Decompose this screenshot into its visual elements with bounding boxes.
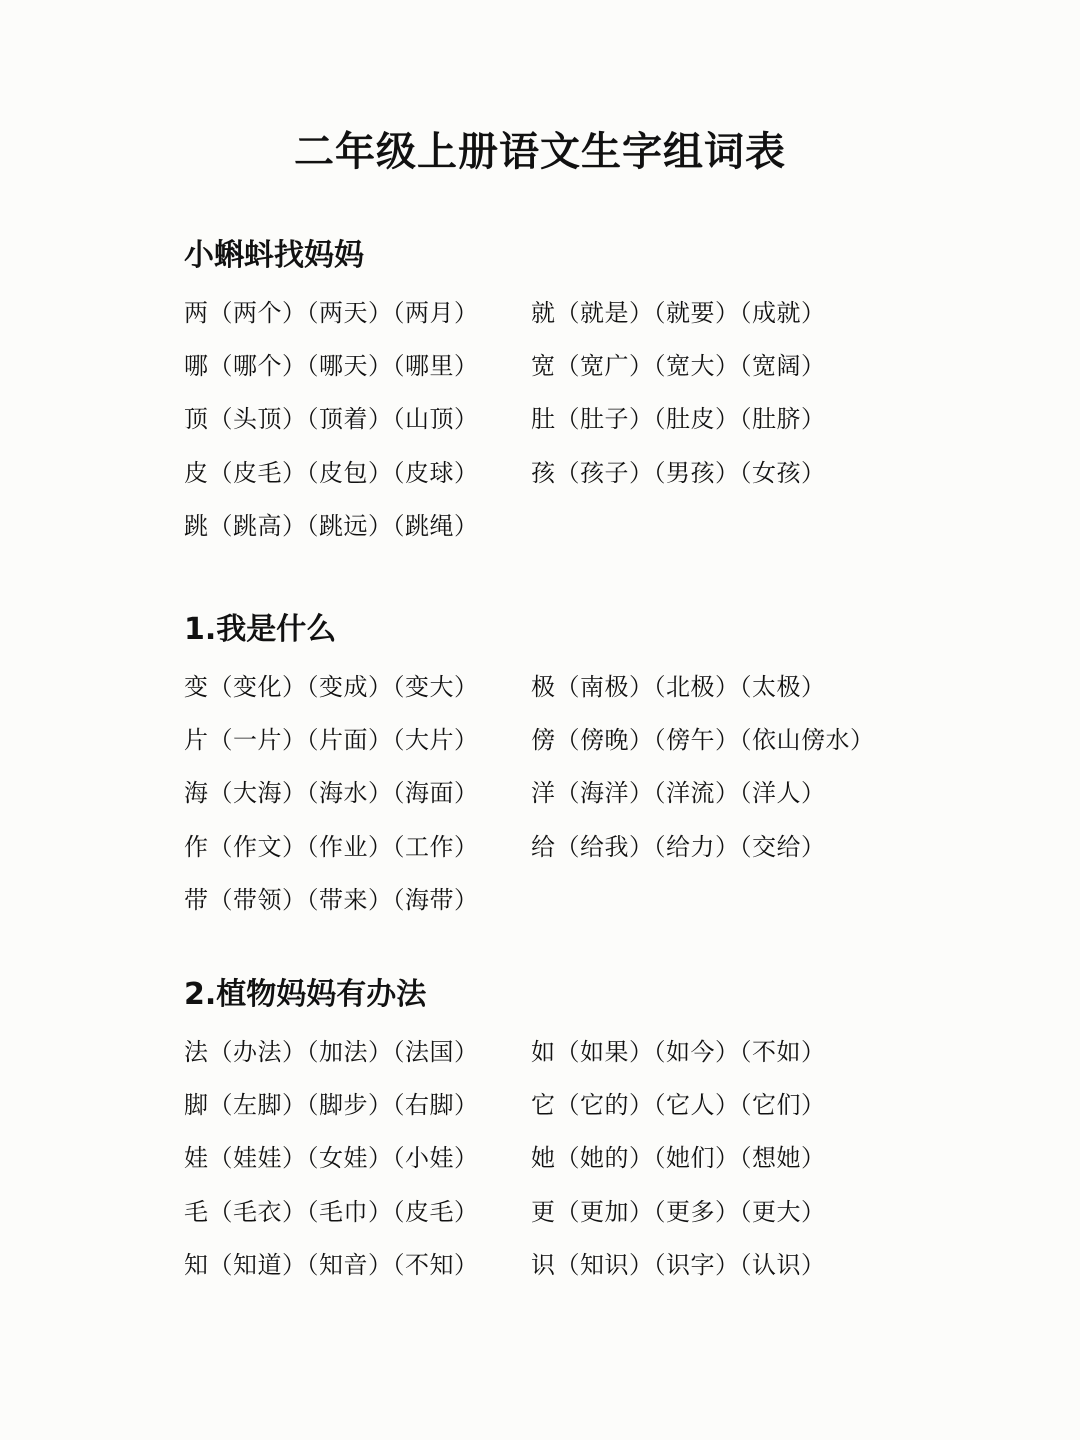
section-heading: 1.我是什么	[184, 612, 337, 647]
word-entry: 宽（宽广）（宽大）（宽阔）	[531, 352, 826, 381]
word-entry: 孩（孩子）（男孩）（女孩）	[531, 458, 826, 487]
word-entry: 娃（娃娃）（女娃）（小娃）	[184, 1144, 479, 1173]
page-title: 二年级上册语文生字组词表	[294, 129, 786, 175]
word-entry: 带（带领）（带来）（海带）	[184, 886, 479, 915]
word-entry: 作（作文）（作业）（工作）	[184, 832, 479, 861]
word-entry: 肚（肚子）（肚皮）（肚脐）	[531, 405, 826, 434]
word-entry: 更（更加）（更多）（更大）	[531, 1197, 826, 1226]
section-heading: 小蝌蚪找妈妈	[184, 238, 364, 273]
word-entry: 极（南极）（北极）（太极）	[531, 672, 826, 701]
word-entry: 脚（左脚）（脚步）（右脚）	[184, 1091, 479, 1120]
word-entry: 变（变化）（变成）（变大）	[184, 672, 479, 701]
word-entry: 哪（哪个）（哪天）（哪里）	[184, 352, 479, 381]
word-entry: 法（办法）（加法）（法国）	[184, 1037, 479, 1066]
word-entry: 顶（头顶）（顶着）（山顶）	[184, 405, 479, 434]
word-entry: 毛（毛衣）（毛巾）（皮毛）	[184, 1197, 479, 1226]
word-entry: 跳（跳高）（跳远）（跳绳）	[184, 512, 479, 541]
section-heading: 2.植物妈妈有办法	[184, 977, 427, 1012]
word-entry: 片（一片）（片面）（大片）	[184, 726, 479, 755]
word-entry: 她（她的）（她们）（想她）	[531, 1144, 826, 1173]
word-grid	[184, 1025, 944, 1292]
word-entry: 如（如果）（如今）（不如）	[531, 1037, 826, 1066]
word-entry: 皮（皮毛）（皮包）（皮球）	[184, 458, 479, 487]
word-entry: 给（给我）（给力）（交给）	[531, 832, 826, 861]
word-grid	[184, 286, 944, 553]
section-zhiwu-mama	[184, 973, 944, 1292]
section-xiaokedou	[184, 234, 944, 553]
word-entry: 洋（海洋）（洋流）（洋人）	[531, 779, 826, 808]
word-entry: 傍（傍晚）（傍午）（依山傍水）	[531, 726, 875, 755]
word-entry: 两（两个）（两天）（两月）	[184, 298, 479, 327]
word-grid	[184, 660, 944, 927]
word-entry: 就（就是）（就要）（成就）	[531, 298, 826, 327]
word-entry: 识（知识）（识字）（认识）	[531, 1251, 826, 1280]
word-entry: 海（大海）（海水）（海面）	[184, 779, 479, 808]
word-entry: 它（它的）（它人）（它们）	[531, 1091, 826, 1120]
word-entry: 知（知道）（知音）（不知）	[184, 1251, 479, 1280]
section-wo-shi-shenme	[184, 608, 944, 927]
